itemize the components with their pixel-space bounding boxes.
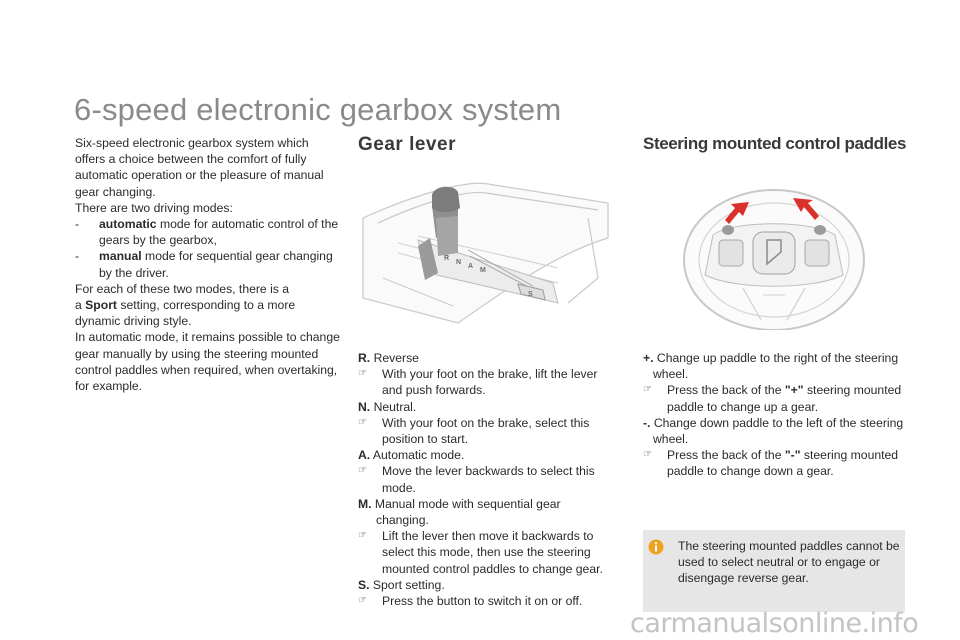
page-title: 6-speed electronic gearbox system [74, 92, 562, 127]
gear-key: A. [358, 448, 371, 463]
step-marker-icon: ☞ [358, 368, 367, 380]
gear-label: Sport setting. [369, 577, 445, 592]
step-marker-icon: ☞ [358, 595, 367, 607]
list-item: -. Change down paddle to the left of the steering wheel. ☞ Press the back of the "-" steering mounted paddle to change down a gear. [643, 415, 904, 479]
mode-term: automatic [99, 217, 157, 232]
gear-label: Automatic mode. [370, 448, 465, 463]
intro-section [75, 135, 340, 394]
gear-lever-illustration [358, 178, 613, 328]
gate-letter-a: A [468, 263, 474, 270]
paddle-key: +. [643, 351, 654, 365]
paddle-label: Change up paddle to the right of the steering wheel. [653, 351, 899, 382]
paddle-key: -. [643, 415, 651, 430]
list-item [358, 447, 613, 496]
gear-step: Lift the lever then move it backwards to select this mode, then use the steering mounted control paddles to change gear. [382, 529, 603, 576]
gear-label: Reverse [370, 351, 419, 365]
step-marker-icon: ☞ [358, 416, 367, 428]
gear-key: R. [358, 351, 371, 365]
gear-lever-heading: Gear lever [358, 134, 456, 155]
paddle-label: Change down paddle to the left of the steering wheel. [650, 415, 904, 447]
mode-item-automatic [75, 216, 340, 248]
intro-paragraph: Six-speed electronic gearbox system which offers a choice between the comfort of fully automatic operation or the pleasure of manual gear changing. [75, 136, 324, 199]
paddle-step-key: "+" [784, 383, 804, 398]
gate-letter-n: N [456, 259, 462, 266]
list-item: +. Change up paddle to the right of the steering wheel. ☞ Press the back of the "+" steering mounted paddle to change up a gear. [643, 351, 902, 414]
gear-label: Manual mode with sequential gear changing. [371, 496, 561, 528]
gear-step: Move the lever backwards to select this mode. [382, 464, 595, 495]
gear-step: With your foot on the brake, lift the lever and push forwards. [382, 367, 598, 398]
mode-description: mode for automatic control of the gears by the gearbox, [99, 217, 339, 248]
gear-step: Press the button to switch it on or off. [382, 594, 583, 609]
gear-key: M. [358, 496, 372, 511]
gate-letter-s: S [528, 291, 533, 298]
info-icon [648, 539, 664, 555]
list-item [358, 496, 613, 577]
paddles-list [643, 350, 908, 480]
paddle-step-key: "-" [784, 448, 801, 463]
sport-term: Sport [85, 298, 117, 313]
gate-letter-m: M [480, 267, 486, 274]
list-item [358, 577, 613, 609]
dash-marker: - [75, 249, 80, 264]
gear-key: S. [358, 577, 370, 592]
watermark: carmanualsonline.info [630, 608, 919, 639]
info-text: The steering mounted paddles cannot be used to select neutral or to engage or disengage reverse gear. [678, 539, 900, 586]
step-marker-icon: ☞ [643, 384, 652, 396]
gate-letter-r: R [444, 255, 450, 262]
step-marker-icon: ☞ [358, 465, 367, 477]
gear-lever-list [358, 350, 613, 609]
overtaking-paragraph: In automatic mode, it remains possible to change gear manually by using the steering mounted control paddles when required, when overtaking, for example. [75, 330, 340, 394]
list-item [358, 399, 613, 448]
mode-description: mode for sequential gear changing by the driver. [99, 249, 333, 280]
gear-step: With your foot on the brake, select this position to start. [382, 415, 590, 447]
modes-intro: There are two driving modes: [75, 200, 233, 215]
gear-key: N. [358, 399, 371, 414]
gear-label: Neutral. [370, 399, 417, 414]
paddles-heading: Steering mounted control paddles [643, 134, 907, 153]
step-marker-icon: ☞ [358, 530, 367, 542]
dash-marker: - [75, 217, 80, 232]
sport-paragraph: For each of these two modes, there is a a Sport setting, corresponding to a more dynamic driving style. [75, 281, 296, 329]
mode-item-manual [75, 248, 340, 280]
list-item [358, 350, 613, 399]
mode-term: manual [99, 249, 142, 264]
steering-wheel-illustration [643, 180, 905, 330]
step-marker-icon: ☞ [643, 449, 652, 461]
